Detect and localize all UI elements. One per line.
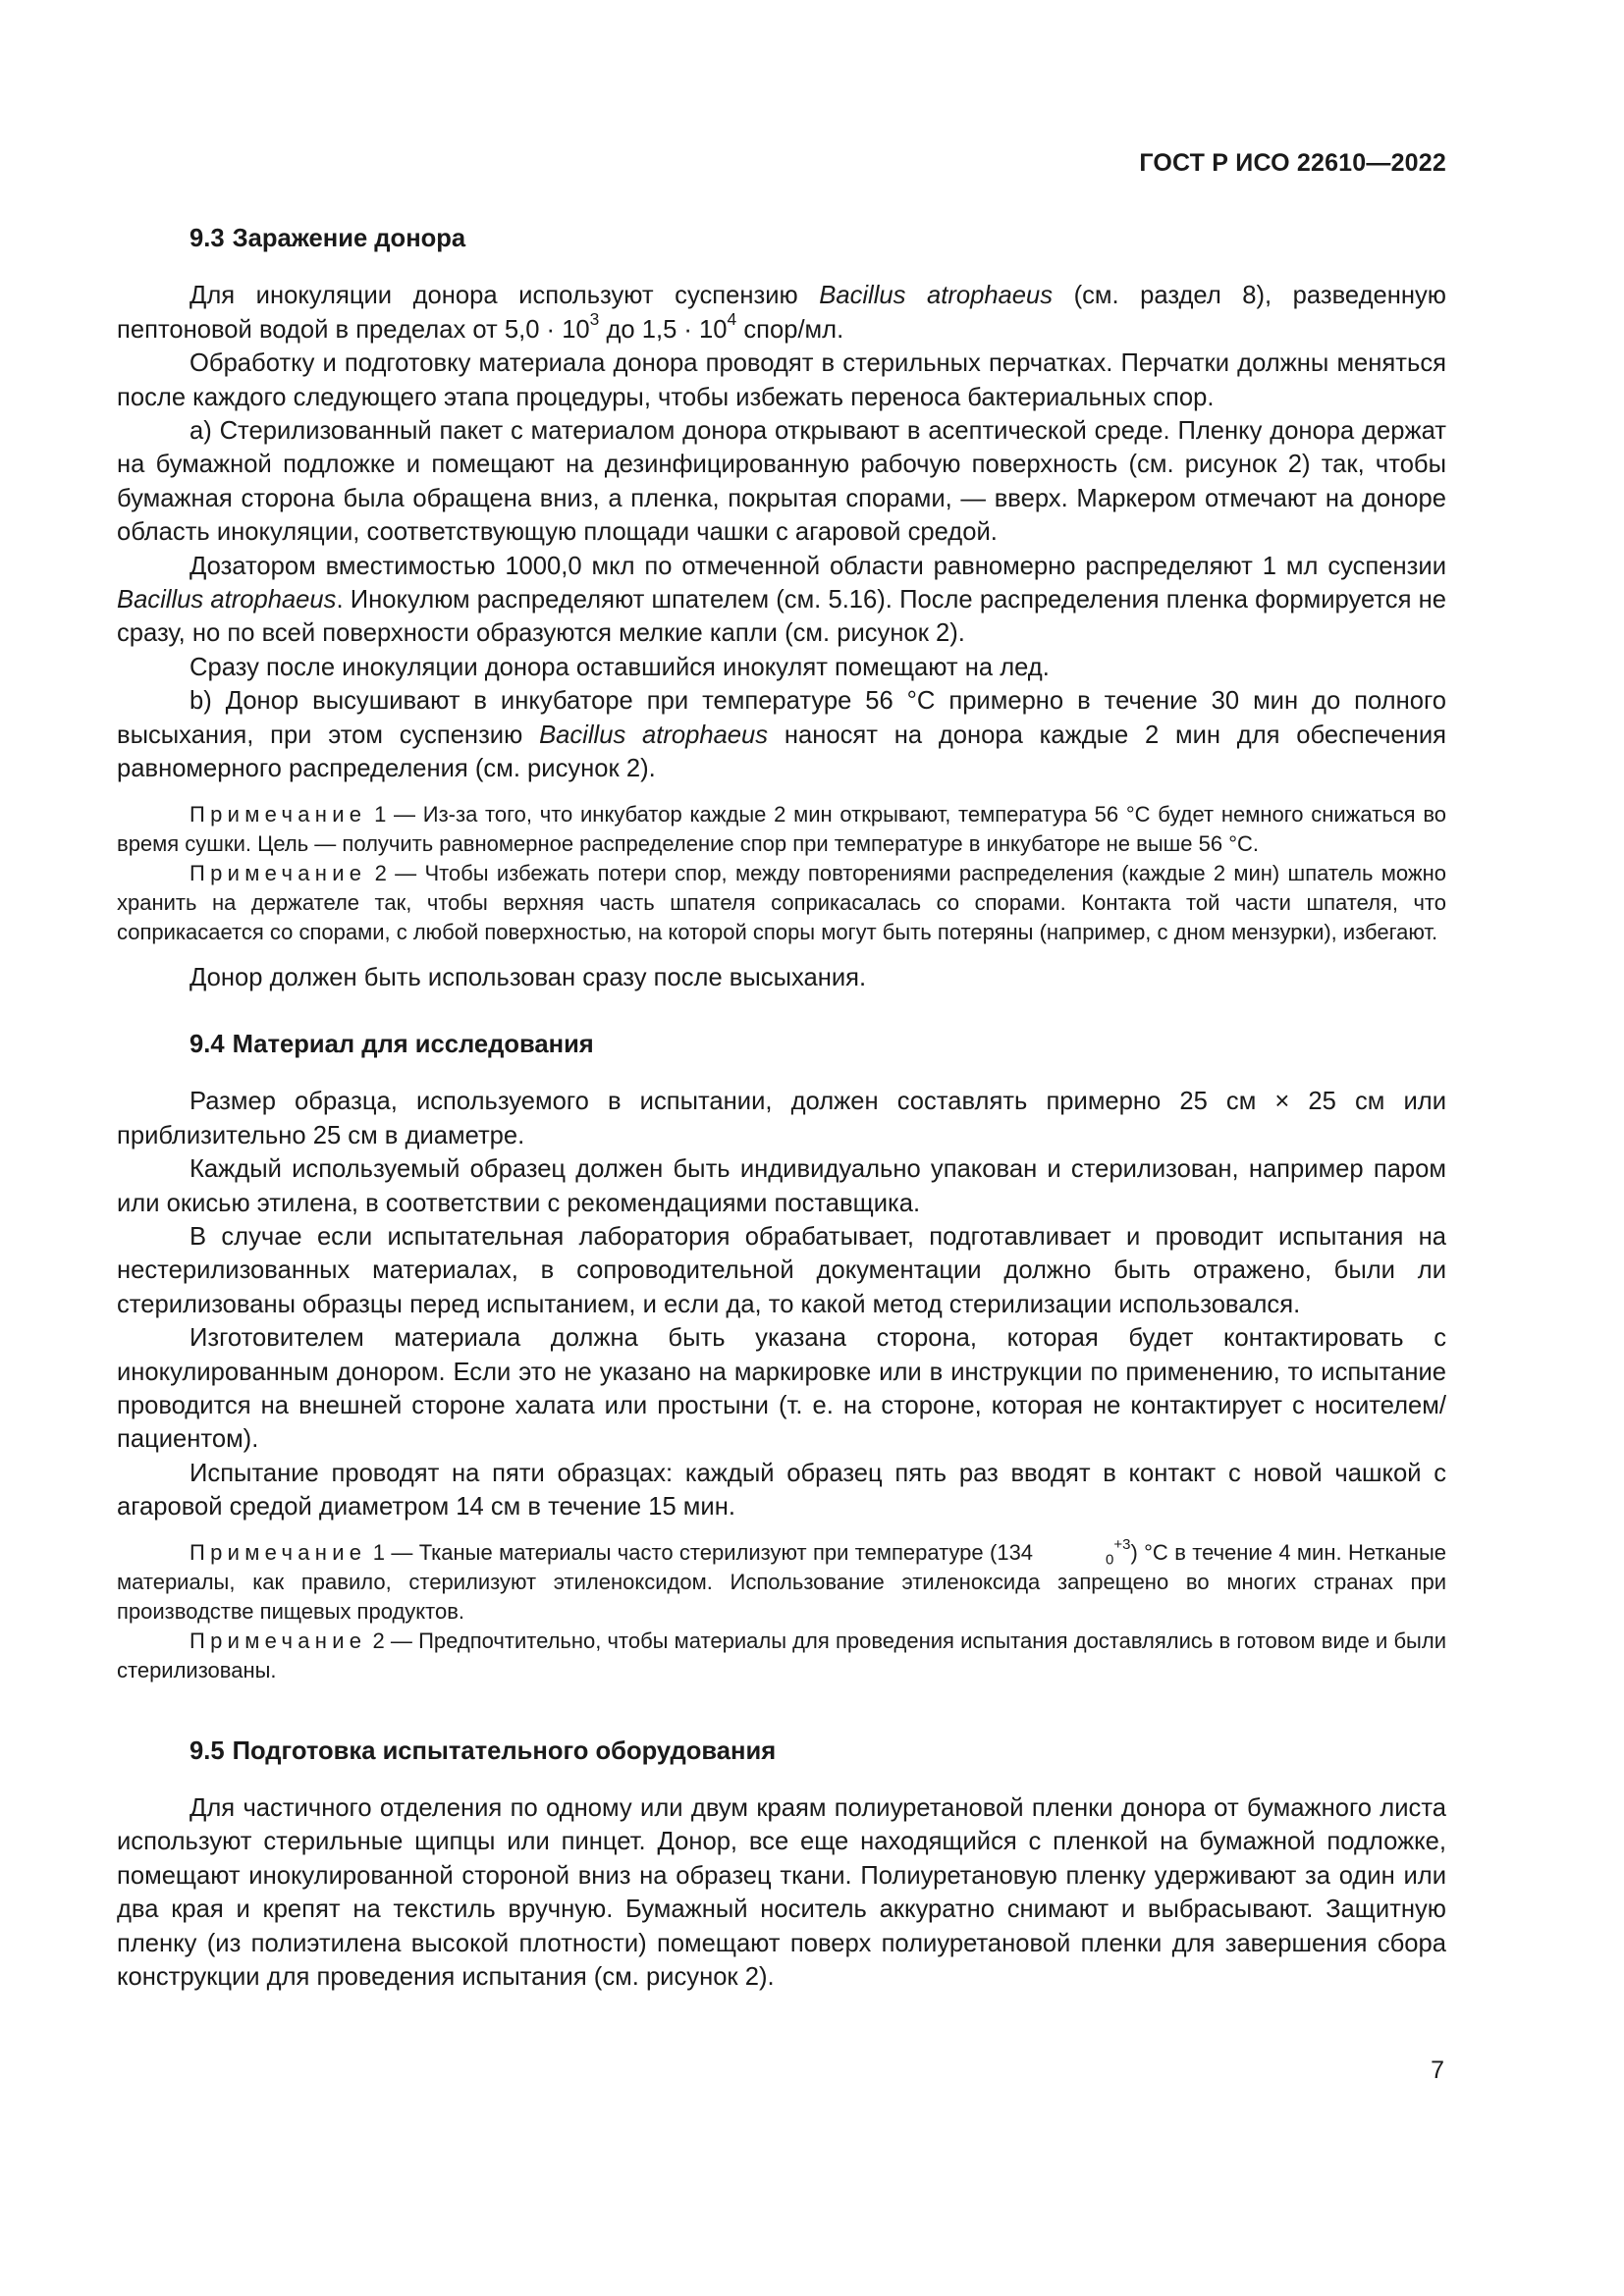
section-number: 9.4 bbox=[189, 1030, 225, 1058]
text-run: до 1,5 · 10 bbox=[599, 315, 728, 344]
section-number: 9.3 bbox=[189, 225, 225, 252]
paragraph: Донор должен быть использован сразу после высыхания. bbox=[189, 963, 867, 991]
text-run: Дозатором вместимостью 1000,0 мкл по отмеченной области равномерно распределяют 1 мл суспензии bbox=[189, 552, 1446, 580]
note-label: Примечание bbox=[189, 801, 367, 827]
species-name: Bacillus atrophaeus bbox=[539, 721, 769, 749]
note-label: Примечание bbox=[189, 1539, 367, 1565]
paragraph: Размер образца, используемого в испытании, должен составлять примерно 25 см × 25 см или приблизительно 25 см в диаметре. bbox=[117, 1088, 1446, 1149]
paragraph: Испытание проводят на пяти образцах: каждый образец пять раз вводят в контакт с новой чашкой с агаровой средой диаметром 14 см в течение 15 мин. bbox=[117, 1459, 1446, 1522]
note-label: Примечание bbox=[189, 1628, 367, 1653]
paragraph: Сразу после инокуляции донора оставшийся инокулят помещают на лед. bbox=[189, 653, 1050, 681]
standard-code-header: ГОСТ Р ИСО 22610—2022 bbox=[1139, 149, 1446, 177]
paragraph-item-a: a) Стерилизованный пакет с материалом донора открывают в асептической среде. Пленку донора держат на бумажной подложке и помещают на дезинфицированную рабочую поверхность (см. рисунок 2) так, чтобы бумажная сторона была обращена вниз, а пленка, покрытая спорами, — вверх. Маркером отмечают на доноре область инокуляции, соответствующую площади чашки с агаровой средой. bbox=[117, 417, 1446, 547]
paragraph: Изготовителем материала должна быть указана сторона, которая будет контактировать с инокулированным донором. Если это не указано на маркировке или в инструкции по применению, то испытание проводится на внешней стороне халата или простыни (т. е. на стороне, которая не контактирует с носителем/пациентом). bbox=[117, 1324, 1446, 1454]
paragraph: Обработку и подготовку материала донора проводят в стерильных перчатках. Перчатки должны меняться после каждого следующего этапа процедуры, чтобы избежать переноса бактериальных спор. bbox=[117, 349, 1446, 411]
section-number: 9.5 bbox=[189, 1736, 225, 1765]
note bbox=[117, 1627, 1446, 1685]
note bbox=[117, 859, 1446, 947]
exponent: 3 bbox=[589, 308, 600, 329]
text-run: Для инокуляции донора используют суспензию bbox=[189, 282, 820, 310]
tolerance-lower: 0 bbox=[1106, 1551, 1114, 1569]
text-run: наносят на донора каждые 2 мин для обеспечения равномерного распределения (см. рисунок 2). bbox=[117, 721, 1446, 783]
note-text: 1 — Тканые материалы часто стерилизуют при температуре (134 bbox=[366, 1539, 1034, 1565]
section-title: Подготовка испытательного оборудования bbox=[232, 1736, 777, 1765]
species-name: Bacillus atrophaeus bbox=[819, 282, 1054, 310]
document-body bbox=[117, 222, 1446, 1994]
section-heading-9-3 bbox=[117, 222, 1446, 255]
section-heading-9-4 bbox=[117, 1028, 1446, 1061]
exponent: 4 bbox=[727, 308, 737, 329]
page-number: 7 bbox=[1431, 2056, 1444, 2084]
note bbox=[117, 800, 1446, 859]
note bbox=[117, 1535, 1446, 1627]
note-text: 1 — Из-за того, что инкубатор каждые 2 мин открывают, температура 56 °C будет немного снижаться во время сушки. Цель — получить равномерное распределение спор при температуре в инкубаторе не выше 56 °C. bbox=[117, 801, 1446, 856]
species-name: Bacillus atrophaeus bbox=[117, 586, 337, 614]
paragraph: Каждый используемый образец должен быть индивидуально упакован и стерилизован, например паром или окисью этилена, в соответствии с рекомендациями поставщика. bbox=[117, 1155, 1446, 1217]
text-run: . Инокулюм распределяют шпателем (см. 5.16). После распределения пленка формируется не сразу, но по всей поверхности образуются мелкие капли (см. рисунок 2). bbox=[117, 586, 1446, 648]
note-text: ) °C в течение 4 мин. Нетканые материалы, как правило, стерилизуют этиленоксидом. Использование этиленоксида запрещено во многих странах при производстве пищевых продуктов. bbox=[117, 1539, 1446, 1624]
text-run: b) Донор высушивают в инкубаторе при температуре 56 °C примерно в течение 30 мин до полного высыхания, при этом суспензию bbox=[117, 687, 1446, 749]
section-heading-9-5 bbox=[117, 1735, 1446, 1768]
note-text: 2 — Чтобы избежать потери спор, между повторениями распределения (каждые 2 мин) шпатель можно хранить на держателе так, чтобы верхняя часть шпателя соприкасалась со спорами. Контакта той части шпателя, что соприкасается со спорами, с любой поверхностью, на которой споры могут быть потеряны (например, с дном мензурки), избегают. bbox=[117, 860, 1446, 944]
paragraph-item-b bbox=[117, 684, 1446, 785]
paragraph bbox=[117, 550, 1446, 651]
temperature-tolerance bbox=[1033, 1535, 1131, 1569]
note-text: 2 — Предпочтительно, чтобы материалы для проведения испытания доставлялись в готовом виде и были стерилизованы. bbox=[117, 1628, 1446, 1682]
text-run: (см. раздел 8), разведенную пептоновой водой в пределах от 5,0 · 10 bbox=[117, 282, 1447, 344]
paragraph: Для частичного отделения по одному или двум краям полиуретановой пленки донора от бумажного листа используют стерильные щипцы или пинцет. Донор, все еще находящийся с пленкой на бумажной подложке, помещают инокулированной стороной вниз на образец ткани. Полиуретановую пленку удерживают за один или два края и крепят на текстиль вручную. Бумажный носитель аккуратно снимают и выбрасывают. Защитную пленку (из полиэтилена высокой плотности) помещают поверх полиуретановой пленки для завершения сбора конструкции для проведения испытания (см. рисунок 2). bbox=[117, 1794, 1446, 1992]
note-label: Примечание bbox=[189, 860, 367, 885]
paragraph: В случае если испытательная лаборатория обрабатывает, подготавливает и проводит испытания на нестерилизованных материалах, в сопроводительной документации должно быть отражено, были ли стерилизованы образцы перед испытанием, и если да, то какой метод стерилизации использовался. bbox=[117, 1222, 1446, 1318]
section-title: Заражение донора bbox=[232, 225, 466, 252]
text-run: спор/мл. bbox=[736, 315, 844, 344]
paragraph bbox=[117, 279, 1446, 347]
tolerance-upper: +3 bbox=[1113, 1535, 1131, 1553]
section-title: Материал для исследования bbox=[232, 1030, 594, 1058]
